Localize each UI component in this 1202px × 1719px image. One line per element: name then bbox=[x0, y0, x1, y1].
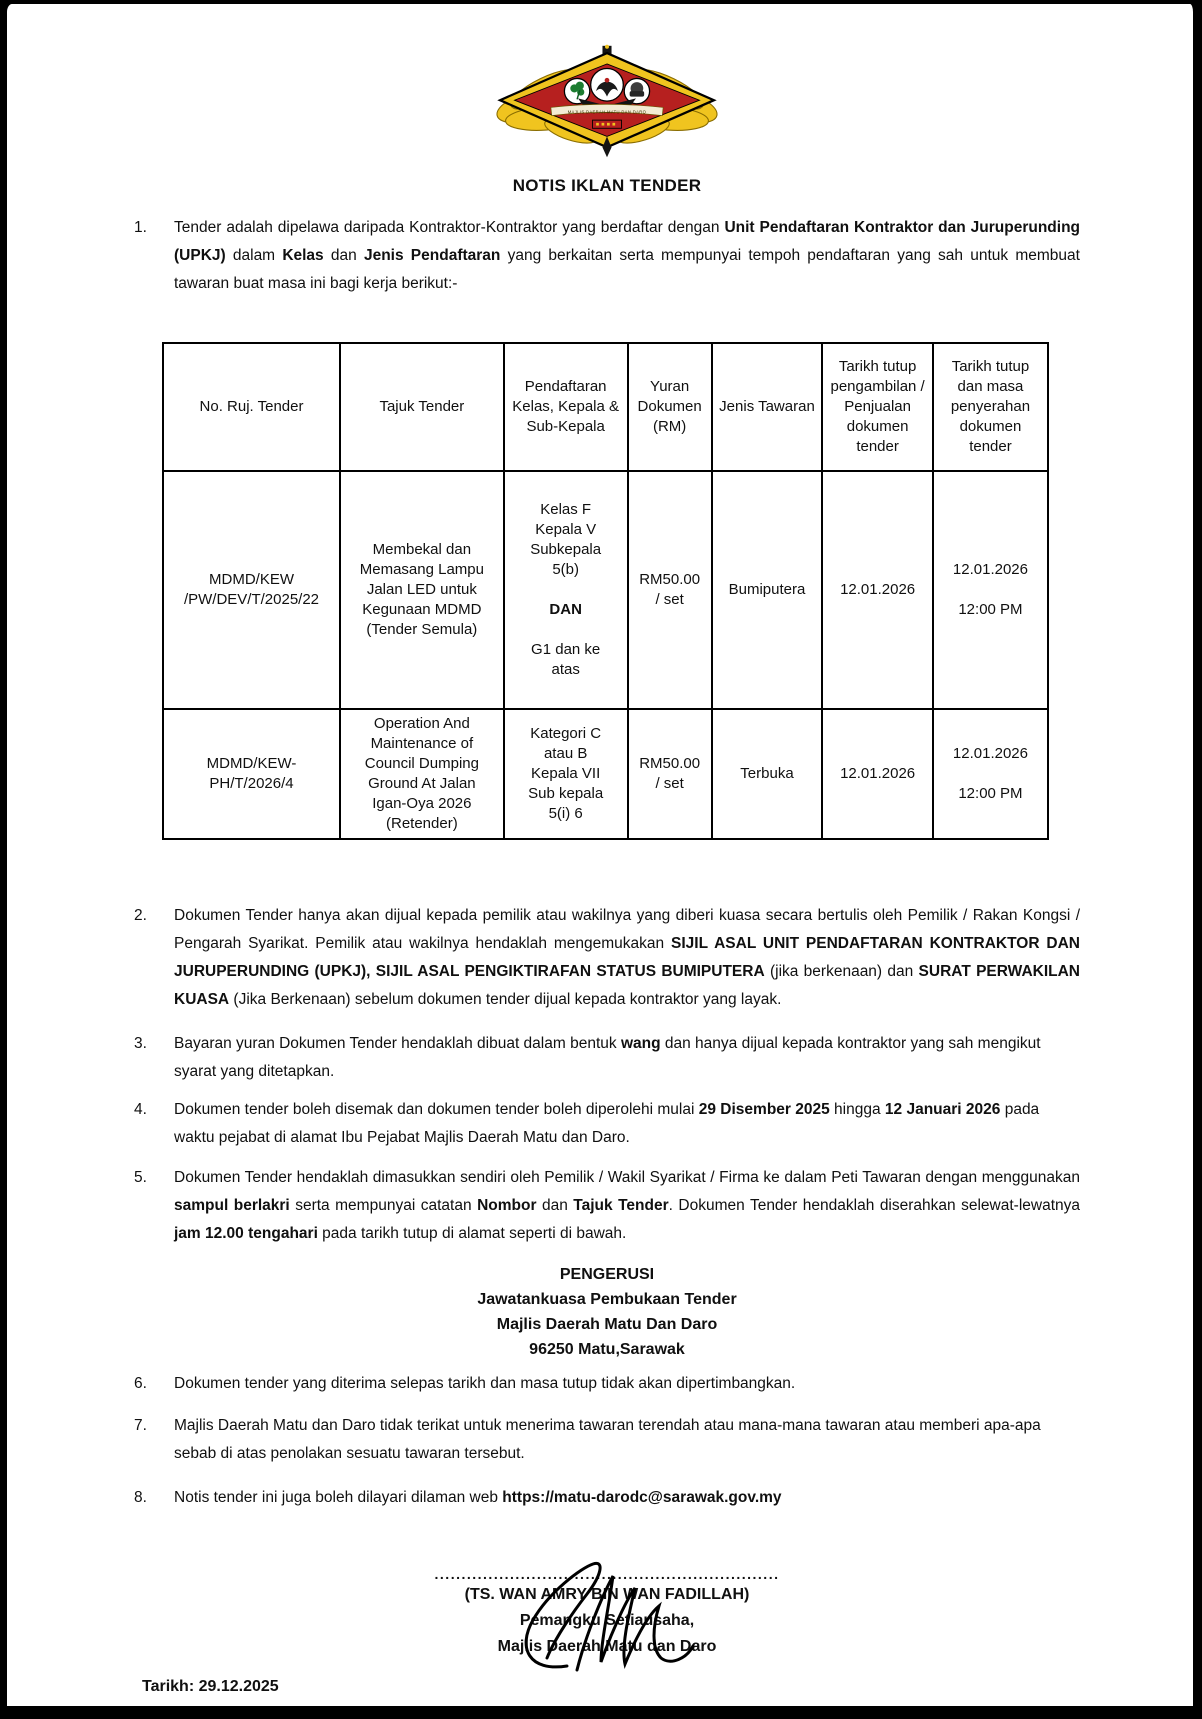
logo-container bbox=[134, 44, 1080, 160]
crest-banner-text: MAJLIS DAERAH MATU DAN DARO bbox=[567, 109, 647, 115]
address-line: PENGERUSI bbox=[559, 1266, 655, 1283]
numbered-paragraph-1 bbox=[134, 214, 1080, 298]
signature-scribble bbox=[489, 1554, 725, 1682]
table-cell: 12.01.2026 bbox=[822, 471, 933, 709]
numbered-paragraph-7 bbox=[134, 1412, 1080, 1468]
paragraph-text: Bayaran yuran Dokumen Tender hendaklah dibuat dalam bentuk wang dan hanya dijual kepada kontraktor yang sah mengikut syarat yang ditetapkan. bbox=[174, 1035, 1041, 1080]
table-cell: Terbuka bbox=[712, 709, 823, 839]
signatory-name: (TS. WAN AMRY BIN WAN FADILLAH) bbox=[464, 1586, 750, 1603]
table-cell: Membekal dan Memasang Lampu Jalan LED untuk Kegunaan MDMD (Tender Semula) bbox=[340, 471, 504, 709]
tender-table-header-row bbox=[163, 343, 1048, 471]
table-cell: RM50.00 / set bbox=[628, 709, 712, 839]
tender-table bbox=[162, 342, 1049, 840]
numbered-paragraph-2 bbox=[134, 902, 1080, 1014]
paragraph-text: Majlis Daerah Matu dan Daro tidak terikat untuk menerima tawaran terendah atau mana-mana tawaran atau memberi apa-apa sebab di atas penolakan sesuatu tawaran tersebut. bbox=[174, 1417, 1041, 1462]
table-cell: RM50.00 / set bbox=[628, 471, 712, 709]
table-cell: 12.01.2026 12:00 PM bbox=[933, 471, 1048, 709]
column-header: Tajuk Tender bbox=[340, 343, 504, 471]
table-cell: 12.01.2026 bbox=[822, 709, 933, 839]
column-header: Jenis Tawaran bbox=[712, 343, 823, 471]
table-cell: Kelas F Kepala V Subkepala 5(b) DAN G1 dan ke atas bbox=[504, 471, 628, 709]
table-row bbox=[163, 709, 1048, 839]
table-cell: MDMD/KEW- PH/T/2026/4 bbox=[163, 709, 340, 839]
tender-table-body bbox=[163, 471, 1048, 839]
paragraph-text: Dokumen tender boleh disemak dan dokumen tender boleh diperolehi mulai 29 Disember 2025 hingga 12 Januari 2026 pada waktu pejabat di alamat Ibu Pejabat Majlis Daerah Matu dan Daro. bbox=[174, 1101, 1040, 1146]
paragraph-number: 3. bbox=[134, 1035, 147, 1052]
table-row bbox=[163, 471, 1048, 709]
column-header: Tarikh tutup pengambilan / Penjualan dokumen tender bbox=[822, 343, 933, 471]
table-cell: MDMD/KEW /PW/DEV/T/2025/22 bbox=[163, 471, 340, 709]
numbered-paragraph-6 bbox=[134, 1370, 1080, 1398]
signature-dotted-line: ................................................................ bbox=[434, 1566, 780, 1582]
table-cell: Bumiputera bbox=[712, 471, 823, 709]
paragraph-number: 1. bbox=[134, 219, 147, 236]
paragraph-text: Dokumen Tender hendaklah dimasukkan sendiri oleh Pemilik / Wakil Syarikat / Firma ke dalam Peti Tawaran dengan menggunakan sampul berlakri serta mempunyai catatan Nombor dan Tajuk Tender. Dokumen Tender hendaklah diserahkan selewat-lewatnya jam 12.00 tengahari pada tarikh tutup di alamat seperti di bawah. bbox=[174, 1169, 1081, 1242]
address-line: Majlis Daerah Matu Dan Daro bbox=[496, 1316, 718, 1333]
footer-date: Tarikh: 29.12.2025 bbox=[142, 1678, 279, 1695]
table-cell: 12.01.2026 12:00 PM bbox=[933, 709, 1048, 839]
signatory-role: Pemangku Setiausaha, bbox=[519, 1612, 695, 1629]
table-cell: Operation And Maintenance of Council Dumping Ground At Jalan Igan-Oya 2026 (Retender) bbox=[340, 709, 504, 839]
paragraph-text: Tender adalah dipelawa daripada Kontraktor-Kontraktor yang berdaftar dengan Unit Pendaftaran Kontraktor dan Juruperunding (UPKJ) dalam Kelas dan Jenis Pendaftaran yang berkaitan serta mempunyai tempoh pendaftaran yang sah untuk membuat tawaran buat masa ini bagi kerja berikut:- bbox=[174, 219, 1080, 292]
numbered-paragraph-4 bbox=[134, 1096, 1080, 1152]
table-cell: Kategori C atau B Kepala VII Sub kepala 5(i) 6 bbox=[504, 709, 628, 839]
column-header: Yuran Dokumen (RM) bbox=[628, 343, 712, 471]
address-block bbox=[134, 1262, 1080, 1362]
address-line: 96250 Matu,Sarawak bbox=[529, 1341, 685, 1358]
column-header: No. Ruj. Tender bbox=[163, 343, 340, 471]
paragraph-text: Notis tender ini juga boleh dilayari dilaman web https://matu-darodc@sarawak.gov.my bbox=[174, 1489, 782, 1506]
paragraph-number: 4. bbox=[134, 1101, 147, 1118]
document-title: NOTIS IKLAN TENDER bbox=[512, 176, 702, 195]
paragraph-text: Dokumen tender yang diterima selepas tarikh dan masa tutup tidak akan dipertimbangkan. bbox=[174, 1375, 796, 1392]
council-crest-logo bbox=[488, 44, 726, 160]
paragraph-number: 8. bbox=[134, 1489, 147, 1506]
column-header: Tarikh tutup dan masa penyerahan dokumen tender bbox=[933, 343, 1048, 471]
paragraph-number: 7. bbox=[134, 1417, 147, 1434]
paragraph-number: 2. bbox=[134, 907, 147, 924]
signatory-organisation: Majlis Daerah Matu dan Daro bbox=[497, 1638, 717, 1655]
paragraph-number: 6. bbox=[134, 1375, 147, 1392]
column-header: Pendaftaran Kelas, Kepala & Sub-Kepala bbox=[504, 343, 628, 471]
numbered-paragraph-3 bbox=[134, 1030, 1080, 1086]
signature-block bbox=[134, 1566, 1080, 1719]
address-line: Jawatankuasa Pembukaan Tender bbox=[477, 1291, 737, 1308]
numbered-paragraph-8 bbox=[134, 1484, 1080, 1512]
numbered-paragraph-5 bbox=[134, 1164, 1080, 1248]
paragraph-number: 5. bbox=[134, 1169, 147, 1186]
paragraph-text: Dokumen Tender hanya akan dijual kepada pemilik atau wakilnya yang diberi kuasa secara bertulis oleh Pemilik / Rakan Kongsi / Pengarah Syarikat. Pemilik atau wakilnya hendaklah mengemukakan SIJIL ASAL UNIT PENDAFTARAN KONTRAKTOR DAN JURUPERUNDING (UPKJ), SIJIL ASAL PENGIKTIRAFAN STATUS BUMIPUTERA (jika berkenaan) dan SURAT PERWAKILAN KUASA (Jika Berkenaan) sebelum dokumen tender dijual kepada kontraktor yang layak. bbox=[174, 907, 1080, 1008]
